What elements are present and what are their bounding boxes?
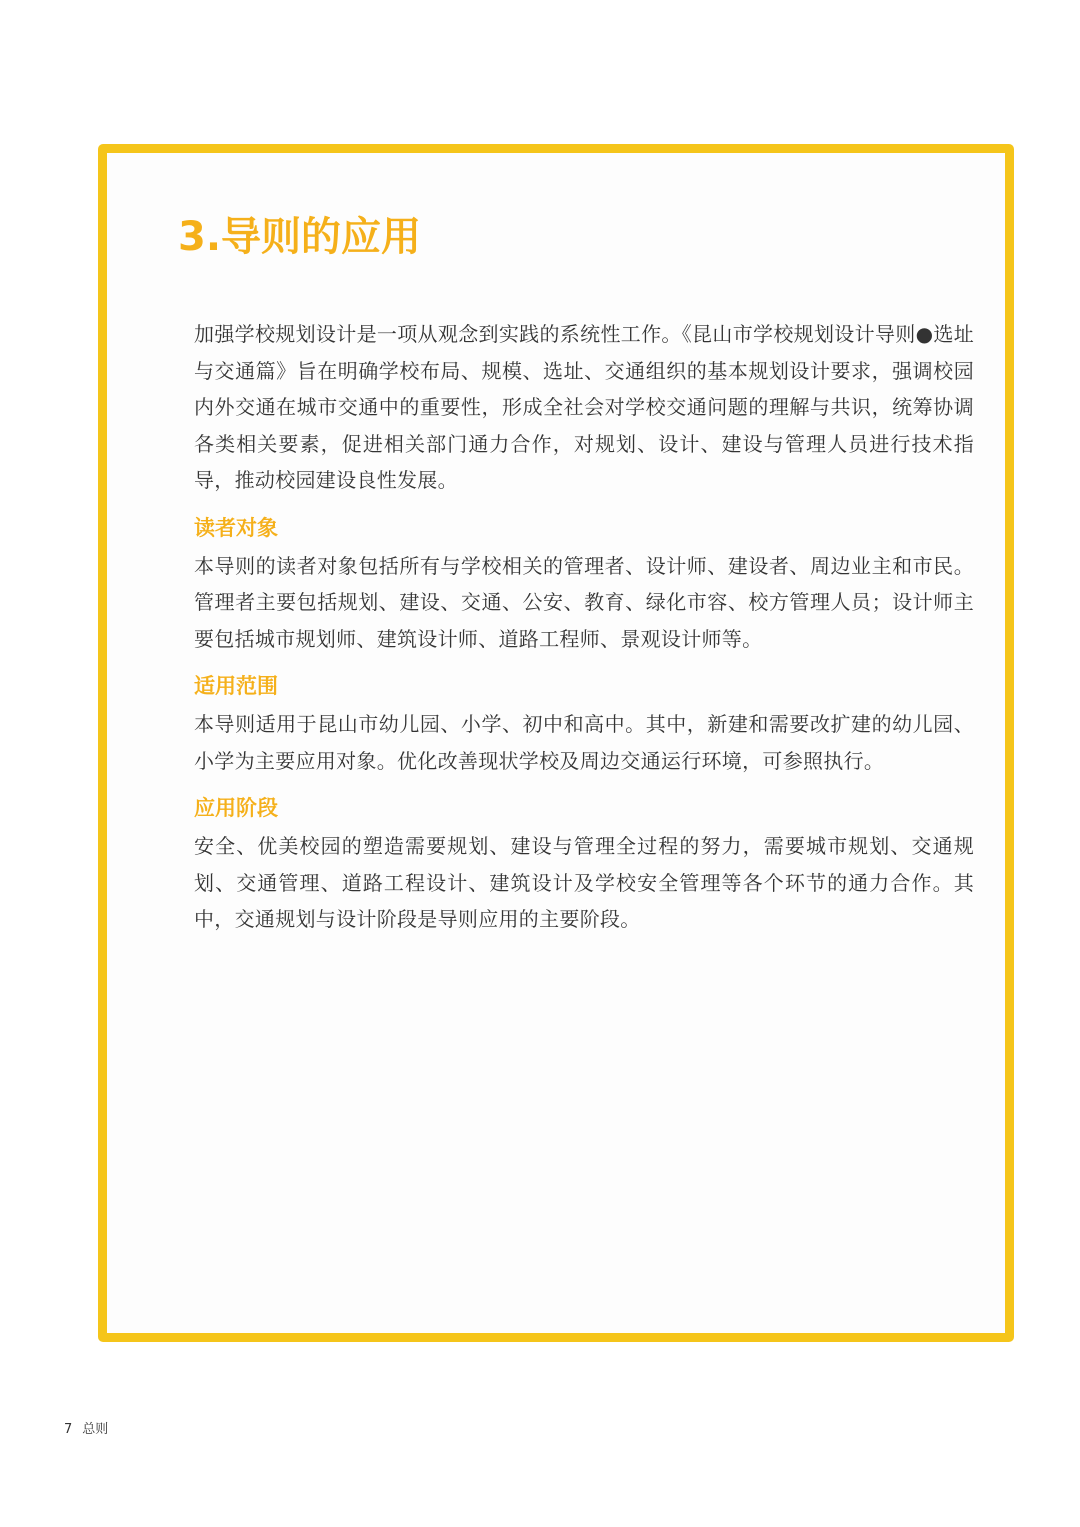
section-heading-readers: 读者对象 <box>194 515 278 540</box>
footer-section-label: 总则 <box>82 1422 109 1437</box>
page-title: 3.导则的应用 <box>178 214 422 260</box>
section-body-readers: 本导则的读者对象包括所有与学校相关的管理者、设计师、建设者、周边业主和市民。管理者主要包括规划、建设、交通、公安、教育、绿化市容、校方管理人员；设计师主要包括城市规划师、建筑设计师、道路工程师、景观设计师等。 <box>194 553 974 651</box>
section-body-scope: 本导则适用于昆山市幼儿园、小学、初中和高中。其中，新建和需要改扩建的幼儿园、小学为主要应用对象。优化改善现状学校及周边交通运行环境，可参照执行。 <box>194 712 974 773</box>
main-content <box>194 316 974 938</box>
page-footer <box>64 1420 118 1440</box>
intro-paragraph: 加强学校规划设计是一项从观念到实践的系统性工作。《昆山市学校规划设计导则●选址与交通篇》旨在明确学校布局、规模、选址、交通组织的基本规划设计要求，强调校园内外交通在城市交通中的重要性，形成全社会对学校交通问题的理解与共识，统筹协调各类相关要素，促进相关部门通力合作，对规划、设计、建设与管理人员进行技术指导，推动校园建设良性发展。 <box>194 322 974 492</box>
section-heading-stage: 应用阶段 <box>194 796 278 820</box>
page-number: 7 <box>64 1422 73 1437</box>
section-body-stage: 安全、优美校园的塑造需要规划、建设与管理全过程的努力，需要城市规划、交通规划、交通管理、道路工程设计、建筑设计及学校安全管理等各个环节的通力合作。其中，交通规划与设计阶段是导则应用的主要阶段。 <box>194 834 974 931</box>
section-heading-scope: 适用范围 <box>194 674 278 698</box>
